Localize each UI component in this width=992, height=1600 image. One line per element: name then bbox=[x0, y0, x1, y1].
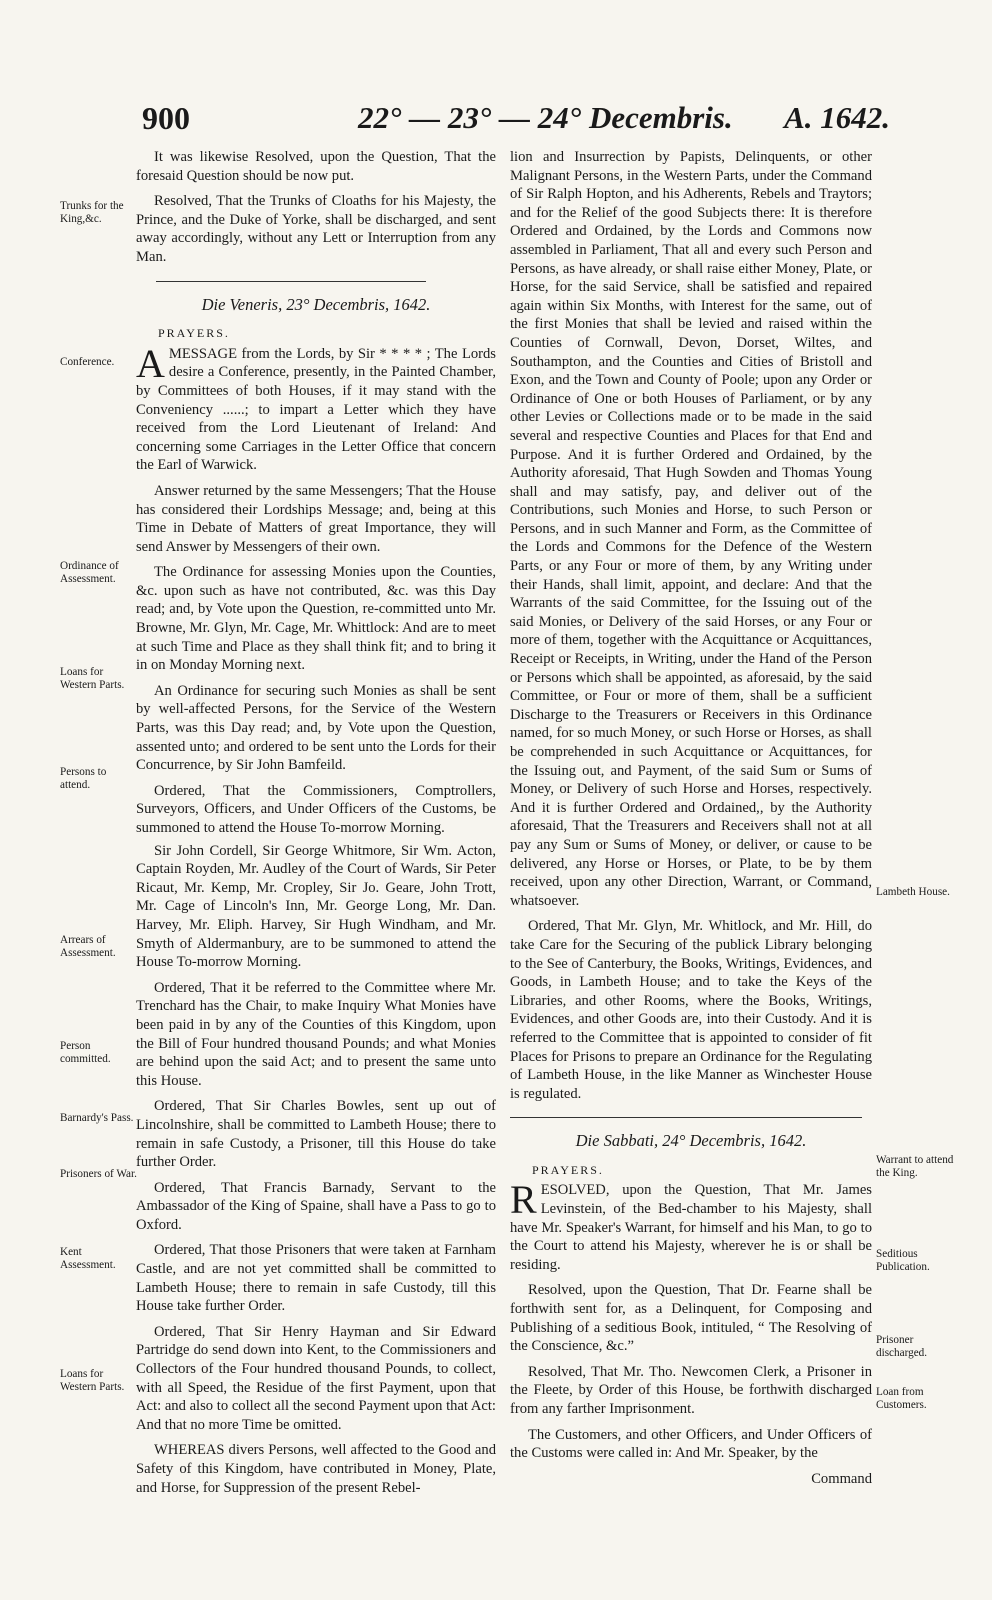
day-heading: Die Sabbati, 24° Decembris, 1642. bbox=[575, 1131, 807, 1151]
margin-note-loan-customers: Loan from Customers. bbox=[876, 1386, 927, 1411]
margin-note-prisoner-discharged: Prisoner discharged. bbox=[876, 1334, 928, 1359]
paragraph: Ordered, That it be referred to the Committee where Mr. Trenchard has the Chair, to make Inquiry What Monies have been paid in by any of the Counties of this Kingdom, upon the Bill of Four hundred thousand Pounds; and what Monies are behind upon the said Act; and to present the same unto this House. bbox=[136, 979, 496, 1089]
paragraph: The Customers, and other Officers, and Under Officers of the Customs were called in: And Mr. Speaker, by the bbox=[510, 1426, 872, 1462]
running-year: A. 1642. bbox=[784, 100, 890, 135]
margin-note-lambeth: Lambeth House. bbox=[876, 886, 950, 898]
margin-note-kent: Kent Assessment. bbox=[60, 1246, 116, 1271]
paragraph: The Ordinance for assessing Monies upon the Counties, &c. upon such as have not contributed, &c. was this Day read; and, by Vote upon the Question, re-committed unto Mr. Browne, Mr. Glyn, Mr. Cage, Mr. Whittlock: And are to meet at such Time and Place as they shall think fit; and to bring it in on Monday Morning next. bbox=[136, 564, 496, 674]
catchword: Command bbox=[811, 1470, 872, 1487]
margin-note-barnardy: Barnardy's Pass. bbox=[60, 1112, 134, 1124]
paragraph: Ordered, That those Prisoners that were taken at Farnham Castle, and are not yet committed shall be committed to Lambeth House; there to remain in safe Custody, till this House take further Order. bbox=[136, 1242, 496, 1315]
margin-note-prisoners-war: Prisoners of War. bbox=[60, 1168, 137, 1180]
prayers-label: PRAYERS. bbox=[532, 1162, 604, 1177]
paragraph: It was likewise Resolved, upon the Question, That the foresaid Question should be now put. bbox=[136, 149, 496, 184]
margin-note-persons-attend: Persons to attend. bbox=[60, 766, 107, 791]
drop-capital: R bbox=[510, 1177, 537, 1223]
day-heading: Die Veneris, 23° Decembris, 1642. bbox=[201, 294, 431, 314]
margin-note-person-committed: Person committed. bbox=[60, 1040, 111, 1065]
paragraph: Resolved, That Mr. Tho. Newcomen Clerk, a Prisoner in the Fleete, by Order of this House, be forthwith discharged from any farther Imprisonment. bbox=[510, 1363, 872, 1417]
section-rule bbox=[510, 1117, 862, 1118]
paragraph: Ordered, That Francis Barnady, Servant to the Ambassador of the King of Spaine, shall have a Pass to go to Oxford. bbox=[136, 1179, 496, 1233]
page-number: 900 bbox=[142, 100, 190, 136]
left-column bbox=[136, 148, 496, 1504]
paragraph: lion and Insurrection by Papists, Delinquents, or other Malignant Persons, in the Western Parts, under the Command of Sir Ralph Hopton, and his Adherents, Rebels and Traytors; and for the Relief of the good Subjects there: It is therefore Ordered and Ordained, by the Lords and Commons now assembled in Parliament, That all and every such Person and Persons, as have already, or shall raise either Money, Plate, or Horse, for the said Service, shall be satisfied and repaired again within Six Months, with Interest for the same, out of the first Monies that shall be levied and raised within the Counties of Cornwall, Devon, Dorset, Wiltes, and Southampton, and the Counties and Cities of Bristoll and Exon, and the Town and County of Poole; upon any Order or Ordinance of One or both Houses of Parliament, or by any other Levies or Collections made or to be made in the said several and respective Counties and Places for that End and Purpose. And it is further Ordered and Ordained, by the Authority aforesaid, That Hugh Sowden and Thomas Young shall and may satisfy, pay, and deliver out of the Contributions, such Monies and Horse, to such Person or Persons, and in such Manner and Form, as the Committee of the Lords and Commons for the Defence of the Western Parts, or any Four or more of them, by any Writing under their Hands, shall limit, appoint, and declare: And that the Warrants of the said Committee, for the Issuing out of the said Monies, or Delivery of the said Horses, or any Four or more of them, together with the Acquittance or Acquittances, Receipt or Receipts, in Writing, under the Hand of the Person or Persons which shall be appointed, as aforesaid, by the said Committee, or Four or more of them, shall be a sufficient Discharge to the Treasurers or Receivers in this Ordinance named, for so much Money, or such Horse or Horses, as shall be comprehended in such Acquittance or Acquittances, for the Issuing out, and Payment, of the said Sum or Sums of Money, or Delivery of such Horse and Horses, respectively. And it is further Ordered and Ordained,, by the Authority aforesaid, That the Treasurers and Receivers shall not at all pay any Sum or Sums of Money, or deliver, or cause to be delivered, any Horse or Horses, or Plate, to be by them received, upon any other Direction, Warrant, or Command, whatsoever. bbox=[510, 149, 872, 909]
paragraph: AMESSAGE from the Lords, by Sir * * * * ; The Lords desire a Conference, presently, in the Painted Chamber, by Committees of both Houses, if it may stand with the Conveniency ......; to impart a Letter which they have received from the Lord Lieutenant of Ireland: And concerning some Carriages in the Letter Office that concern the Earl of Warwick. bbox=[136, 340, 496, 474]
drop-capital: A bbox=[136, 340, 165, 386]
paragraph: Resolved, upon the Question, That Dr. Fearne shall be forthwith sent for, as a Delinquent, for Composing and Publishing of a seditious Book, intituled, “ The Resolving of the Conscience, &c.” bbox=[510, 1282, 872, 1355]
paragraph: Sir John Cordell, Sir George Whitmore, Sir Wm. Acton, Captain Royden, Mr. Audley of the Court of Wards, Sir Peter Ricaut, Mr. Kemp, Mr. Cropley, Sir Jo. Geare, John Trott, Mr. Cage of Lincoln's Inn, Mr. George Long, Mr. Dan. Harvey, Mr. Eliph. Harvey, Sir Hugh Windham, and Mr. Smyth of Aldermanbury, are to be summoned to attend the House To-morrow Morning. bbox=[136, 842, 496, 971]
right-column bbox=[510, 148, 872, 1488]
margin-note-loans-western-2: Loans for Western Parts. bbox=[60, 1368, 125, 1393]
margin-note-ordinance: Ordinance of Assessment. bbox=[60, 560, 119, 585]
running-title: 22° — 23° — 24° Decembris. bbox=[358, 100, 733, 135]
paragraph: Ordered, That Sir Charles Bowles, sent up out of Lincolnshire, shall be committed to Lambeth House; there to remain in safe Custody, a Prisoner, till this House do take further Order. bbox=[136, 1098, 496, 1171]
margin-note-trunks: Trunks for the King,&c. bbox=[60, 200, 124, 225]
margin-note-loans-western: Loans for Western Parts. bbox=[60, 666, 125, 691]
page-header bbox=[130, 100, 890, 150]
margin-note-conference: Conference. bbox=[60, 356, 115, 368]
paragraph: Ordered, That Sir Henry Hayman and Sir Edward Partridge do send down into Kent, to the Commissioners and Collectors of the Four hundred thousand Pounds, to collect, with all Speed, the Residue of the first Payment, upon that Act: and also to collect all the second Payment upon that Act: And that no more Time be omitted. bbox=[136, 1323, 496, 1433]
margin-note-warrant: Warrant to attend the King. bbox=[876, 1154, 954, 1179]
paragraph: Ordered, That the Commissioners, Comptrollers, Surveyors, Officers, and Under Officers of the Customs, be summoned to attend the House To-morrow Morning. bbox=[136, 782, 496, 836]
margin-note-arrears: Arrears of Assessment. bbox=[60, 934, 116, 959]
paragraph: RESOLVED, upon the Question, That Mr. James Levinstein, of the Bed-chamber to his Majesty, shall have Mr. Speaker's Warrant, for himself and his Man, to go to the Court to attend his Majesty, wherever he is or shall be residing. bbox=[510, 1177, 872, 1273]
paragraph: An Ordinance for securing such Monies as shall be sent by well-affected Persons, for the Service of the Western Parts, was this Day read; and, by Vote upon the Question, assented unto; and ordered to be sent unto the Lords for their Concurrence, by Sir John Bamfeild. bbox=[136, 682, 496, 774]
margin-note-seditious: Seditious Publication. bbox=[876, 1248, 930, 1273]
paragraph: Resolved, That the Trunks of Cloaths for his Majesty, the Prince, and the Duke of Yorke, shall be discharged, and sent away accordingly, without any Lett or Interruption from any Man. bbox=[136, 193, 496, 265]
section-rule bbox=[156, 281, 426, 282]
prayers-label: PRAYERS. bbox=[158, 326, 230, 341]
paragraph: WHEREAS divers Persons, well affected to the Good and Safety of this Kingdom, have contributed in Money, Plate, and Horse, for Suppression of the present Rebel- bbox=[136, 1442, 496, 1496]
paragraph: Answer returned by the same Messengers; That the House has considered their Lordships Message; and, being at this Time in Debate of Matters of great Importance, they will send Answer by Messengers of their own. bbox=[136, 482, 496, 555]
paragraph: Ordered, That Mr. Glyn, Mr. Whitlock, and Mr. Hill, do take Care for the Securing of the publick Library belonging to the See of Canterbury, the Books, Writings, Evidences, and Goods, in Lambeth House; and to take the Keys of the Libraries, and other Rooms, where the Books, Writings, Evidences, and other Goods are, into their Custody. And it is referred to the Committee that is appointed to consider of fit Places for Prisons to prepare an Ordinance for the Regulating of Lambeth House, in the like Manner as Winchester House is regulated. bbox=[510, 918, 872, 1102]
